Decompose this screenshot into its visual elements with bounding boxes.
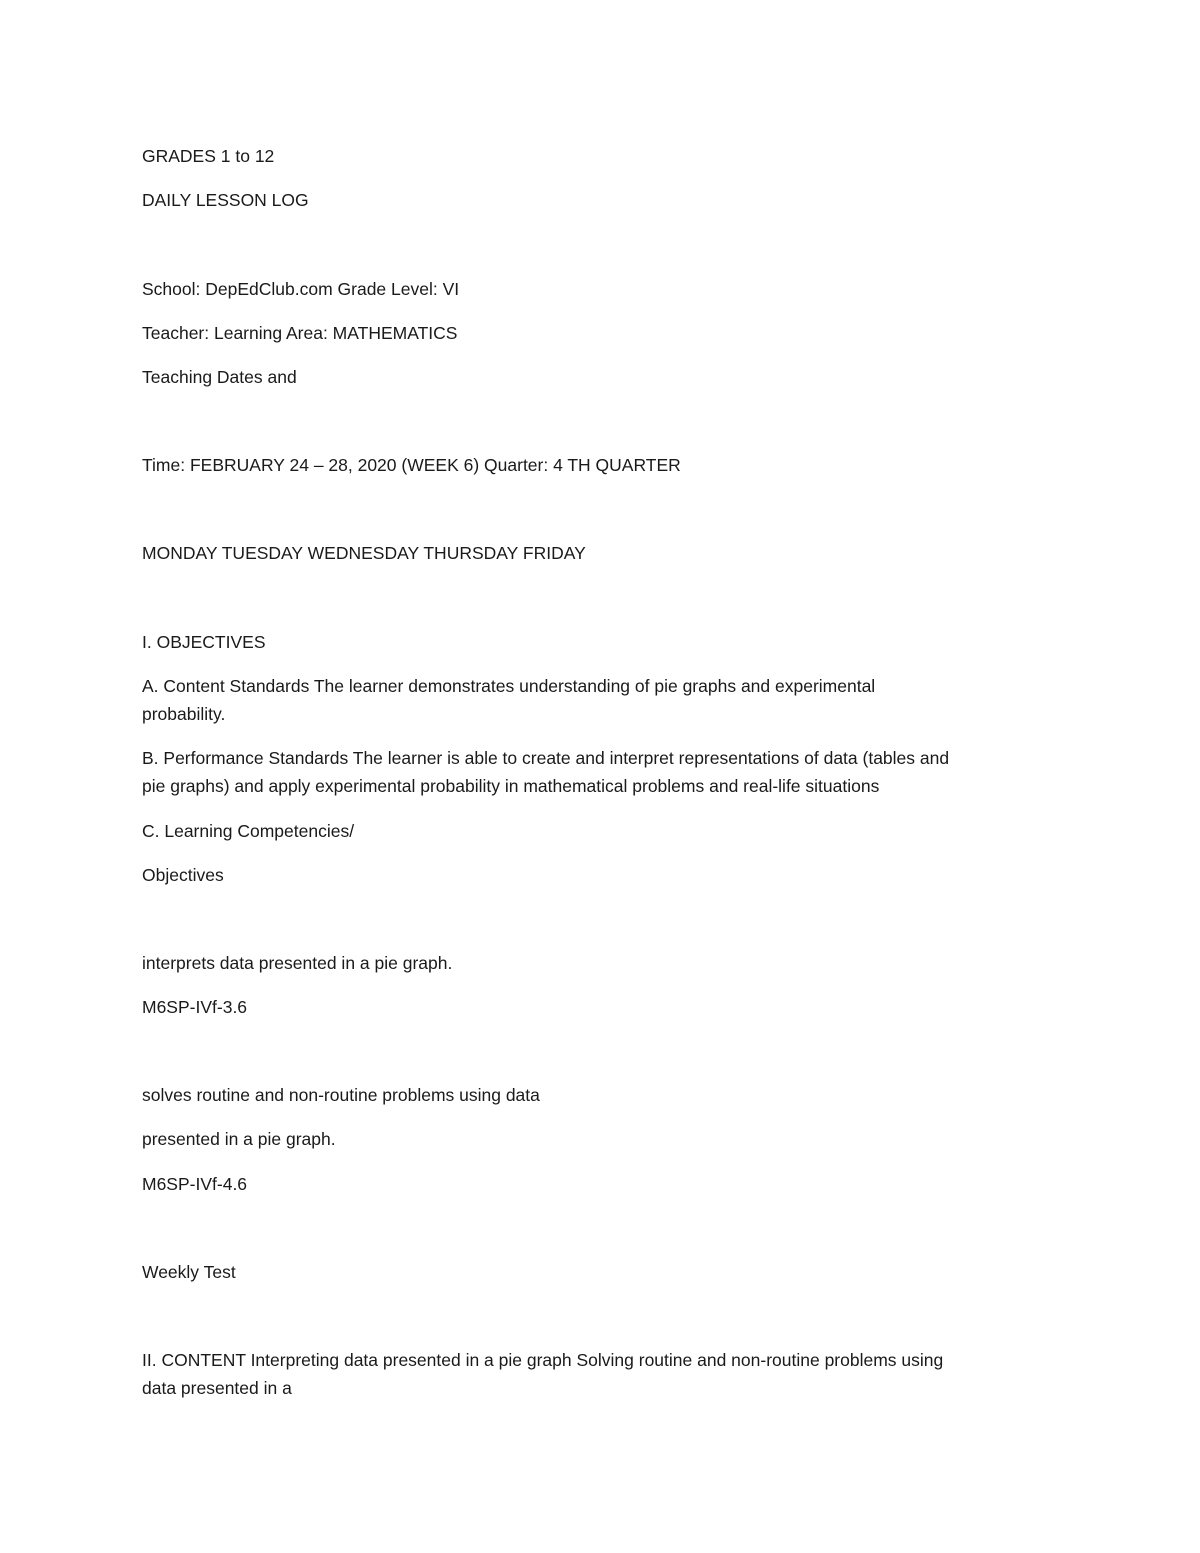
objectives-heading: I. OBJECTIVES	[142, 632, 266, 652]
grades-heading: GRADES 1 to 12	[142, 146, 275, 166]
content-line-1: II. CONTENT Interpreting data presented in a pie graph Solving routine and non-routine problems using	[142, 1350, 944, 1370]
teaching-dates-line: Teaching Dates and	[142, 367, 297, 387]
time-quarter-line: Time: FEBRUARY 24 – 28, 2020 (WEEK 6) Quarter: 4 TH QUARTER	[142, 455, 681, 475]
learning-competencies-line-1: C. Learning Competencies/	[142, 821, 355, 841]
performance-standards-line-1: B. Performance Standards The learner is able to create and interpret representations of data (tables and	[142, 748, 950, 768]
competency-2-text-line-2: presented in a pie graph.	[142, 1129, 336, 1149]
school-grade-line: School: DepEdClub.com Grade Level: VI	[142, 279, 460, 299]
competency-1-code: M6SP-IVf-3.6	[142, 997, 248, 1017]
content-standards-line-2: probability.	[142, 704, 226, 724]
weekly-test-label: Weekly Test	[142, 1262, 236, 1282]
competency-1-text: interprets data presented in a pie graph.	[142, 953, 453, 973]
teacher-learning-area-line: Teacher: Learning Area: MATHEMATICS	[142, 323, 458, 343]
learning-competencies-line-2: Objectives	[142, 865, 224, 885]
competency-2-text-line-1: solves routine and non-routine problems using data	[142, 1085, 540, 1105]
competency-2-code: M6SP-IVf-4.6	[142, 1174, 248, 1194]
performance-standards-line-2: pie graphs) and apply experimental probability in mathematical problems and real-life situations	[142, 776, 880, 796]
weekdays-line: MONDAY TUESDAY WEDNESDAY THURSDAY FRIDAY	[142, 543, 586, 563]
content-standards-line-1: A. Content Standards The learner demonstrates understanding of pie graphs and experimental	[142, 676, 876, 696]
daily-lesson-log-title: DAILY LESSON LOG	[142, 190, 309, 210]
content-line-2: data presented in a	[142, 1378, 292, 1398]
